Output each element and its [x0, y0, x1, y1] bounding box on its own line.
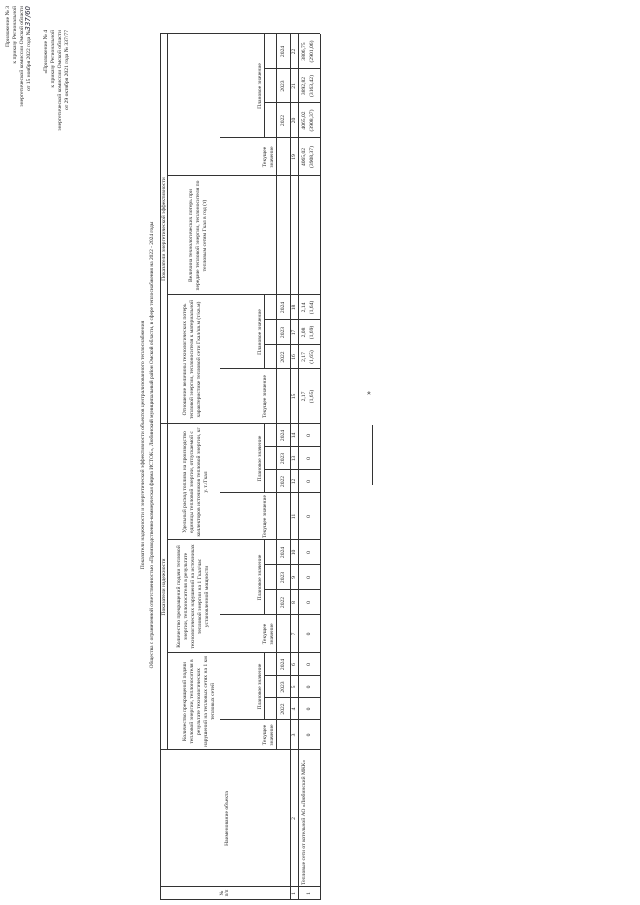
header-efficiency: Показатели энергетической эффективности: [161, 177, 167, 281]
header-c-current: Текущее значение: [262, 494, 268, 539]
header-name: Наименование объекта: [224, 791, 230, 846]
index-cell: 12: [291, 478, 297, 485]
index-cell: 14: [291, 432, 297, 439]
cell-b-2024: 0: [306, 551, 312, 554]
cell-c-2022: 0: [306, 480, 312, 483]
cell-e-2023: 3892,82: [301, 76, 307, 96]
header-b-planned: Плановое значение: [257, 554, 263, 601]
index-cell: 10: [291, 549, 297, 556]
index-cell: 4: [291, 707, 297, 711]
cell-a-current: 0: [306, 733, 312, 737]
cell-e-2024: 3806,75: [301, 42, 307, 61]
year-e-2023: 2023: [280, 80, 286, 92]
cell-b-current: 0: [306, 632, 312, 636]
index-cell: 7: [291, 632, 297, 636]
appendix-line2: к приказу Региональной: [12, 6, 18, 64]
cell-d-current: 2,17: [301, 391, 307, 402]
year-d-2023: 2023: [280, 326, 286, 339]
index-cell: 17: [291, 329, 297, 336]
appendix-line1: Приложение № 3: [5, 6, 11, 47]
header-col-e: Величина технологических потерь при передаче тепловой энергии, теплоносителя по тепловым сетям Гкал в год (т): [188, 180, 208, 291]
year-a-2022: 2022: [280, 703, 286, 715]
header-num: № п/п: [220, 889, 230, 897]
appendix-line3: энергетической комиссии Омской области: [19, 6, 25, 107]
index-cell: 21: [291, 83, 297, 89]
year-b-2024: 2024: [280, 546, 286, 559]
header-col-b: Количество прекращений подачи тепловой энергии, теплоносителя в результате технологических нарушений на источниках тепловой энергии на 1 Гкал/час установленной мощности: [176, 544, 210, 649]
index-cell: 2: [291, 817, 297, 820]
cell-e-current: 4065,02: [301, 147, 307, 167]
index-cell: 5: [291, 685, 297, 689]
index-cell: 19: [291, 154, 297, 160]
cell-c-2023: 0: [306, 457, 312, 460]
header-reliability: Показатели надежности: [161, 558, 167, 616]
header-c-planned: Плановое значение: [257, 435, 263, 482]
header-a-planned: Плановое значение: [257, 663, 263, 710]
prior-line2: к приказу Региональной: [50, 30, 56, 88]
cell-a-2022: 0: [306, 707, 312, 711]
cell-d-2023-alt: (1,69): [309, 325, 315, 340]
year-c-2022: 2022: [280, 475, 286, 488]
footer-rule: [372, 425, 373, 485]
title-line1: Показатели надежности и энергетической эффективности объектов централизованного теплоснабжения: [140, 320, 146, 570]
prior-line1: «Приложение № 4: [43, 30, 49, 74]
cell-e-2022: 4065,02: [301, 111, 307, 130]
header-e-planned: Плановое значение: [257, 63, 263, 109]
cell-e-2022-alt: (3908,37): [309, 109, 315, 132]
header-d-planned: Плановое значение: [257, 309, 263, 355]
year-e-2022: 2022: [280, 114, 286, 127]
year-a-2024: 2024: [280, 658, 286, 671]
index-cell: 18: [291, 304, 297, 311]
index-cell: 22: [291, 48, 297, 55]
cell-c-2024: 0: [306, 434, 312, 437]
cell-b-2022: 0: [306, 601, 312, 604]
year-b-2022: 2022: [280, 596, 286, 609]
year-e-2024: 2024: [280, 45, 286, 58]
row-name: Тепловые сети от котельной АО «Любинский МКК»: [301, 759, 307, 885]
index-cell: 3: [291, 733, 297, 737]
header-b-current: Текущее значение: [262, 623, 275, 645]
row-num: 1: [306, 892, 312, 895]
cell-e-current-alt: (3908,37): [309, 146, 315, 168]
header-e-current: Текущее значение: [262, 146, 275, 168]
index-cell: 9: [291, 576, 297, 579]
index-cell: 15: [291, 393, 297, 400]
prior-line4: от 29 октября 2021 года № 337/77: [64, 30, 70, 110]
cell-e-2024-alt: (2901,06): [309, 40, 315, 63]
cell-d-2022: 2,17: [301, 352, 307, 362]
year-b-2023: 2023: [280, 571, 286, 584]
header-col-d: Отношение величины технологических потерь тепловой энергии, теплоносителя к материальной характеристике тепловой сети Гкал/кв.м (т/кв.м): [182, 300, 202, 419]
cell-a-2024: 0: [306, 663, 312, 666]
year-d-2024: 2024: [280, 301, 286, 314]
cell-c-current: 0: [306, 515, 312, 518]
handwritten-order-number: 337/60: [24, 6, 32, 31]
cell-d-2024: 2,14: [301, 302, 307, 313]
prior-line3: энергетической комиссии Омской области: [57, 30, 63, 131]
cell-e-2023-alt: (3163,42): [309, 75, 315, 97]
index-cell: 20: [291, 117, 297, 124]
closing-quote: »: [364, 391, 373, 395]
header-col-a: Количество прекращений подачи тепловой энергии, теплоносителя в результате технологических нарушений на тепловых сетях на 1 км тепловых сетей: [182, 656, 216, 747]
cell-a-2023: 0: [306, 685, 312, 689]
cell-d-current-alt: (1,65): [309, 389, 315, 404]
index-cell: 8: [291, 601, 297, 604]
cell-d-2024-alt: (1,64): [309, 300, 315, 315]
index-cell: 16: [291, 354, 297, 360]
year-c-2024: 2024: [280, 429, 286, 442]
header-d-current: Текущее значение: [262, 374, 268, 419]
index-cell: 1: [291, 892, 297, 895]
cell-d-2022-alt: (1,65): [309, 350, 315, 364]
year-a-2023: 2023: [280, 681, 286, 693]
cell-d-2023: 2,08: [301, 327, 307, 338]
year-d-2022: 2022: [280, 351, 286, 363]
index-cell: 6: [291, 663, 297, 666]
appendix-line4: от 15 ноября 2022 года №: [26, 30, 32, 91]
header-a-current: Текущее значение: [262, 724, 275, 746]
index-cell: 11: [291, 513, 297, 520]
title-line2: Общества с ограниченной ответственностью «Производственно-коммерческая фирма ИСТОК», Любинский муниципальный район Омской области, в сфере теплоснабжения на 2022 - 2024 годы: [149, 221, 155, 669]
cell-b-2023: 0: [306, 576, 312, 579]
year-c-2023: 2023: [280, 452, 286, 465]
header-col-c: Удельный расход топлива на производство единицы тепловой энергии, отпускаемой с коллекторов источников тепловой энергии, кг у. т./Гкал: [182, 427, 209, 537]
index-cell: 13: [291, 455, 297, 462]
